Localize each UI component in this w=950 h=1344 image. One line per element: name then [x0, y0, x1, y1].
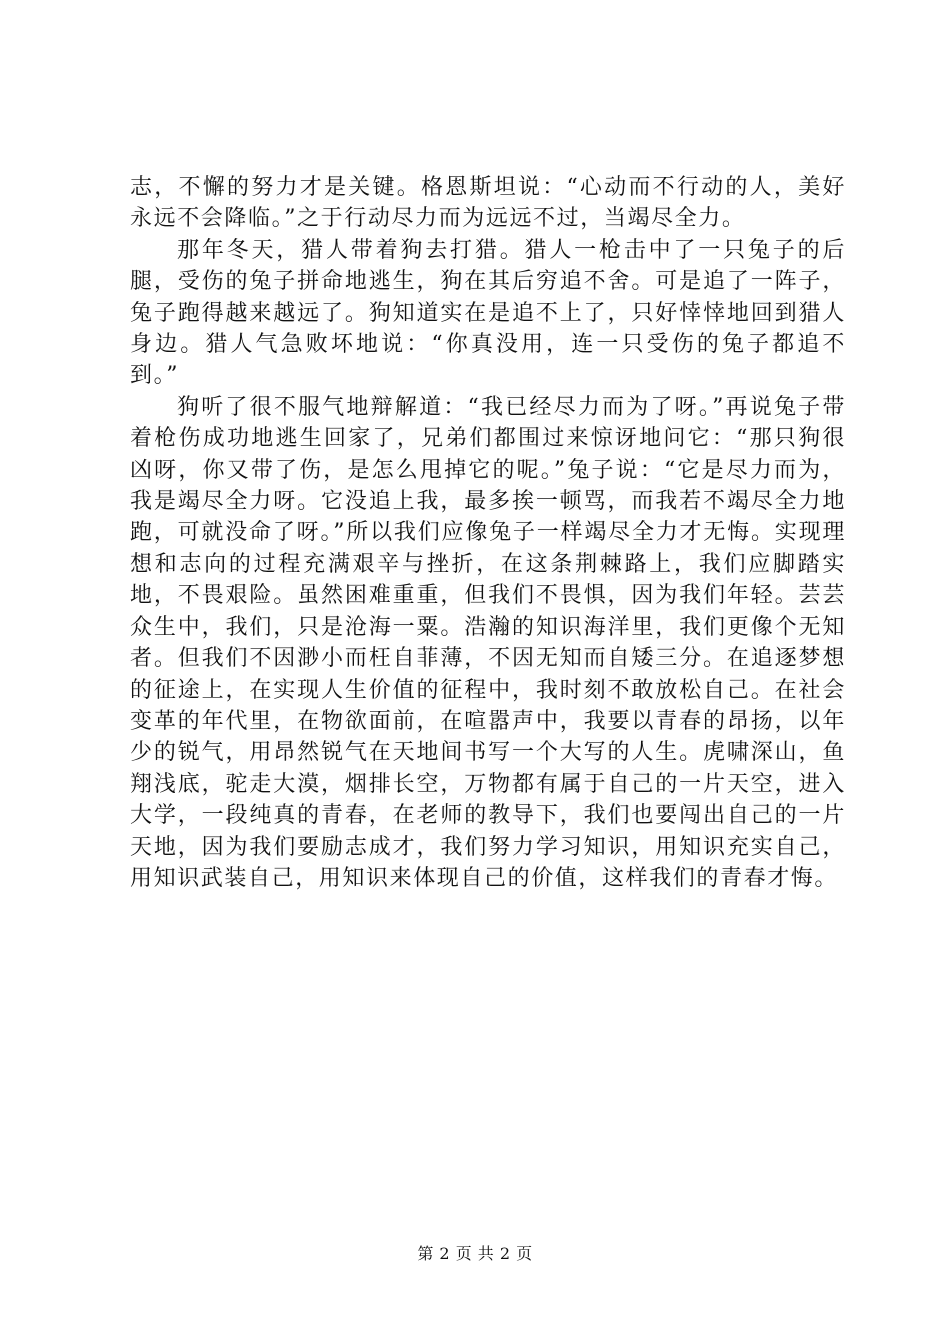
- paragraph-dog-rabbit-reflection: 狗听了很不服气地辩解道：“我已经尽力而为了呀。”再说兔子带着枪伤成功地逃生回家了，兄弟们都围过来惊讶地问它：“那只狗很凶呀，你又带了伤，是怎么甩掉它的呢。”兔子说：“它是尽力而为，我是竭尽全力呀。它没追上我，最多挨一顿骂，而我若不竭尽全力地跑，可就没命了呀。”所以我们应像兔子一样竭尽全力才无悔。实现理想和志向的过程充满艰辛与挫折，在这条荆棘路上，我们应脚踏实地，不畏艰险。虽然困难重重，但我们不畏惧，因为我们年轻。芸芸众生中，我们，只是沧海一粟。浩瀚的知识海洋里，我们更像个无知者。但我们不因渺小而枉自菲薄，不因无知而自矮三分。在追逐梦想的征途上，在实现人生价值的征程中，我时刻不敢放松自己。在社会变革的年代里，在物欲面前，在喧嚣声中，我要以青春的昂扬，以年少的锐气，用昂然锐气在天地间书写一个大写的人生。虎啸深山，鱼翔浅底，驼走大漠，烟排长空，万物都有属于自己的一片天空，进入大学，一段纯真的青春，在老师的教导下，我们也要闯出自己的一片天地，因为我们要励志成才，我们努力学习知识，用知识充实自己，用知识武装自己，用知识来体现自己的价值，这样我们的青春才悔。: [130, 394, 846, 891]
- document-body: [130, 172, 846, 894]
- paragraph-hunter-story: 那年冬天，猎人带着狗去打猎。猎人一枪击中了一只兔子的后腿，受伤的兔子拼命地逃生，狗在其后穷追不舍。可是追了一阵子，兔子跑得越来越远了。狗知道实在是追不上了，只好悻悻地回到猎人身边。猎人气急败坏地说：“你真没用，连一只受伤的兔子都追不到。”: [130, 237, 846, 389]
- page-footer: 第 2 页 共 2 页: [417, 1244, 533, 1263]
- paragraph-continuation: 志，不懈的努力才是关键。格恩斯坦说：“心动而不行动的人，美好永远不会降临。”之于行动尽力而为远远不过，当竭尽全力。: [130, 175, 846, 232]
